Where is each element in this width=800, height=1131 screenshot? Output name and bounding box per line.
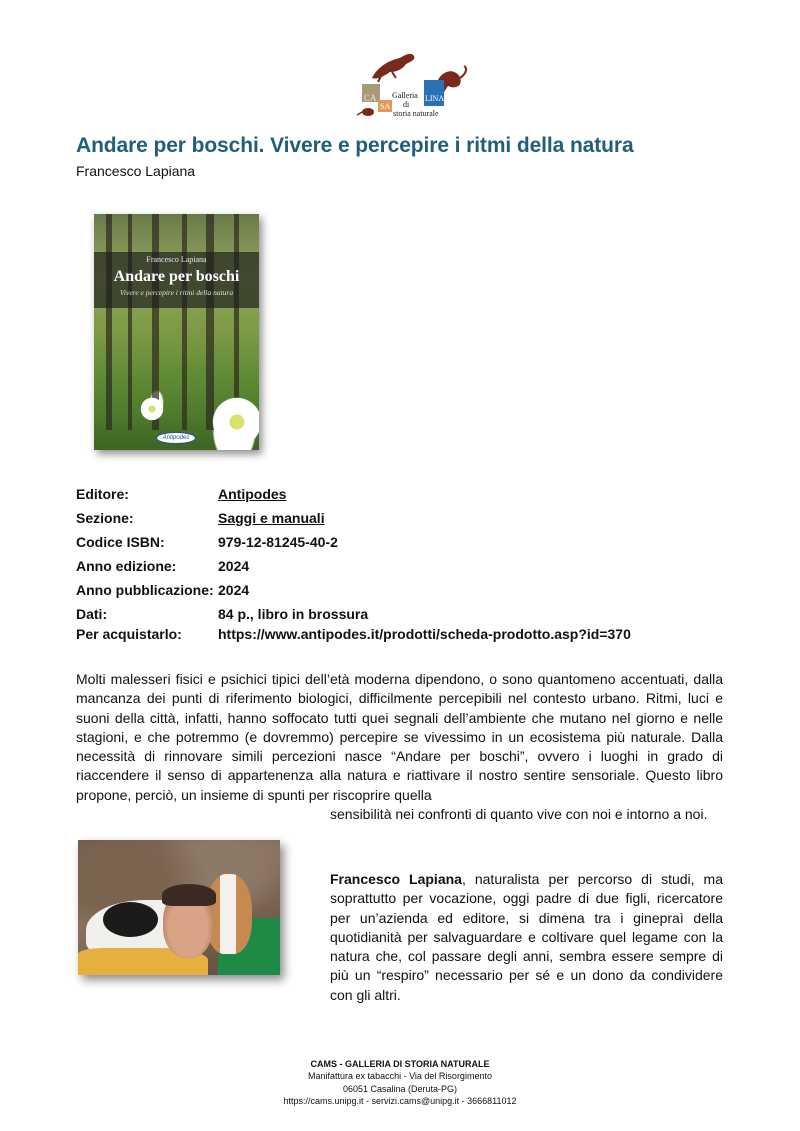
book-data-value: 84 p., libro in brossura xyxy=(218,606,369,622)
detail-label: Editore: xyxy=(76,486,129,502)
book-author: Francesco Lapiana xyxy=(76,163,196,179)
author-bio xyxy=(330,870,723,1005)
publisher-link[interactable]: Antipodes xyxy=(218,486,287,502)
book-description: Molti malesseri fisici e psichici tipici dell’età moderna dipendono, o sono quantomeno accentuati, dalla mancanza dei punti di riferimento biologici, difficilmente percepibili nel contesto urbano. Ritmi, luci e suoni della città, infatti, hanno soffocato tutti quei segnali dell’ambiente che mutano nel giorno e nelle stagioni, e che potremmo (e dovremmo) percepire se vivessimo in un ecosistema più naturale. Dalla necessità di rinnovare simili percezioni nasce “Andare per boschi”, ovvero i luoghi in grado di riaccendere il senso di appartenenza alla natura e riattivare il nostro sentire sensoriale. Questo libro propone, perciò, un insieme di spunti per riscoprire quella xyxy=(76,671,723,803)
detail-label: Anno edizione: xyxy=(76,558,177,574)
logo-tile-lina: LINA xyxy=(425,94,445,103)
logo-line-galleria: Galleria xyxy=(392,91,418,100)
publication-year-value: 2024 xyxy=(218,582,250,598)
detail-label: Per acquistarlo: xyxy=(76,626,182,642)
footer-address-1: Manifattura ex tabacchi - Via del Risorgimento xyxy=(308,1071,492,1082)
purchase-url[interactable]: https://www.antipodes.it/prodotti/scheda-prodotto.asp?id=370 xyxy=(218,626,631,642)
bio-author-name: Francesco Lapiana xyxy=(330,871,462,887)
book-cover-image xyxy=(94,214,259,450)
cover-author: Francesco Lapiana xyxy=(146,255,207,264)
galleria-logo xyxy=(356,50,471,122)
flower-icon xyxy=(139,396,165,422)
logo-line-di: di xyxy=(403,100,410,109)
logo-tile-sa: SA xyxy=(380,102,391,111)
flower-icon xyxy=(209,394,259,450)
footer-org: CAMS - GALLERIA DI STORIA NATURALE xyxy=(310,1059,490,1069)
detail-label: Dati: xyxy=(76,606,108,622)
footer-contacts: https://cams.unipg.it - servizi.cams@unipg.it - 3666811012 xyxy=(283,1095,517,1106)
section-link[interactable]: Saggi e manuali xyxy=(218,510,325,526)
logo-tile-ca: CA xyxy=(364,93,377,103)
cover-title: Andare per boschi xyxy=(113,268,240,285)
book-title: Andare per boschi. Vivere e percepire i ritmi della natura xyxy=(76,134,634,157)
edition-year-value: 2024 xyxy=(218,558,250,574)
cover-publisher-badge: Antipodes xyxy=(156,432,196,444)
isbn-value: 979-12-81245-40-2 xyxy=(218,534,338,550)
page-footer xyxy=(0,1058,800,1107)
footer-address-2: 06051 Casalina (Deruta-PG) xyxy=(342,1083,458,1094)
detail-label: Codice ISBN: xyxy=(76,534,165,550)
detail-label: Sezione: xyxy=(76,510,134,526)
author-photo xyxy=(78,840,280,975)
logo-line-storia: storia naturale xyxy=(393,109,439,118)
cover-subtitle: Vivere e percepire i ritmi della natura xyxy=(119,288,234,297)
book-description-continued: sensibilità nei confronti di quanto vive con noi e intorno a noi. xyxy=(330,806,708,822)
detail-label: Anno pubblicazione: xyxy=(76,582,214,598)
bio-text: , naturalista per percorso di studi, ma soprattutto per vocazione, oggi padre di due figli, ricercatore per un’azienda ed editore, si dimena tra i ginepraì della quotidianità per salvaguardare e coltivare quel legame con la natura che, col passare degli anni, sembra essere sempre di più un “respiro” necessario per sé e un dono da condividere con gli altri. xyxy=(330,871,723,1003)
